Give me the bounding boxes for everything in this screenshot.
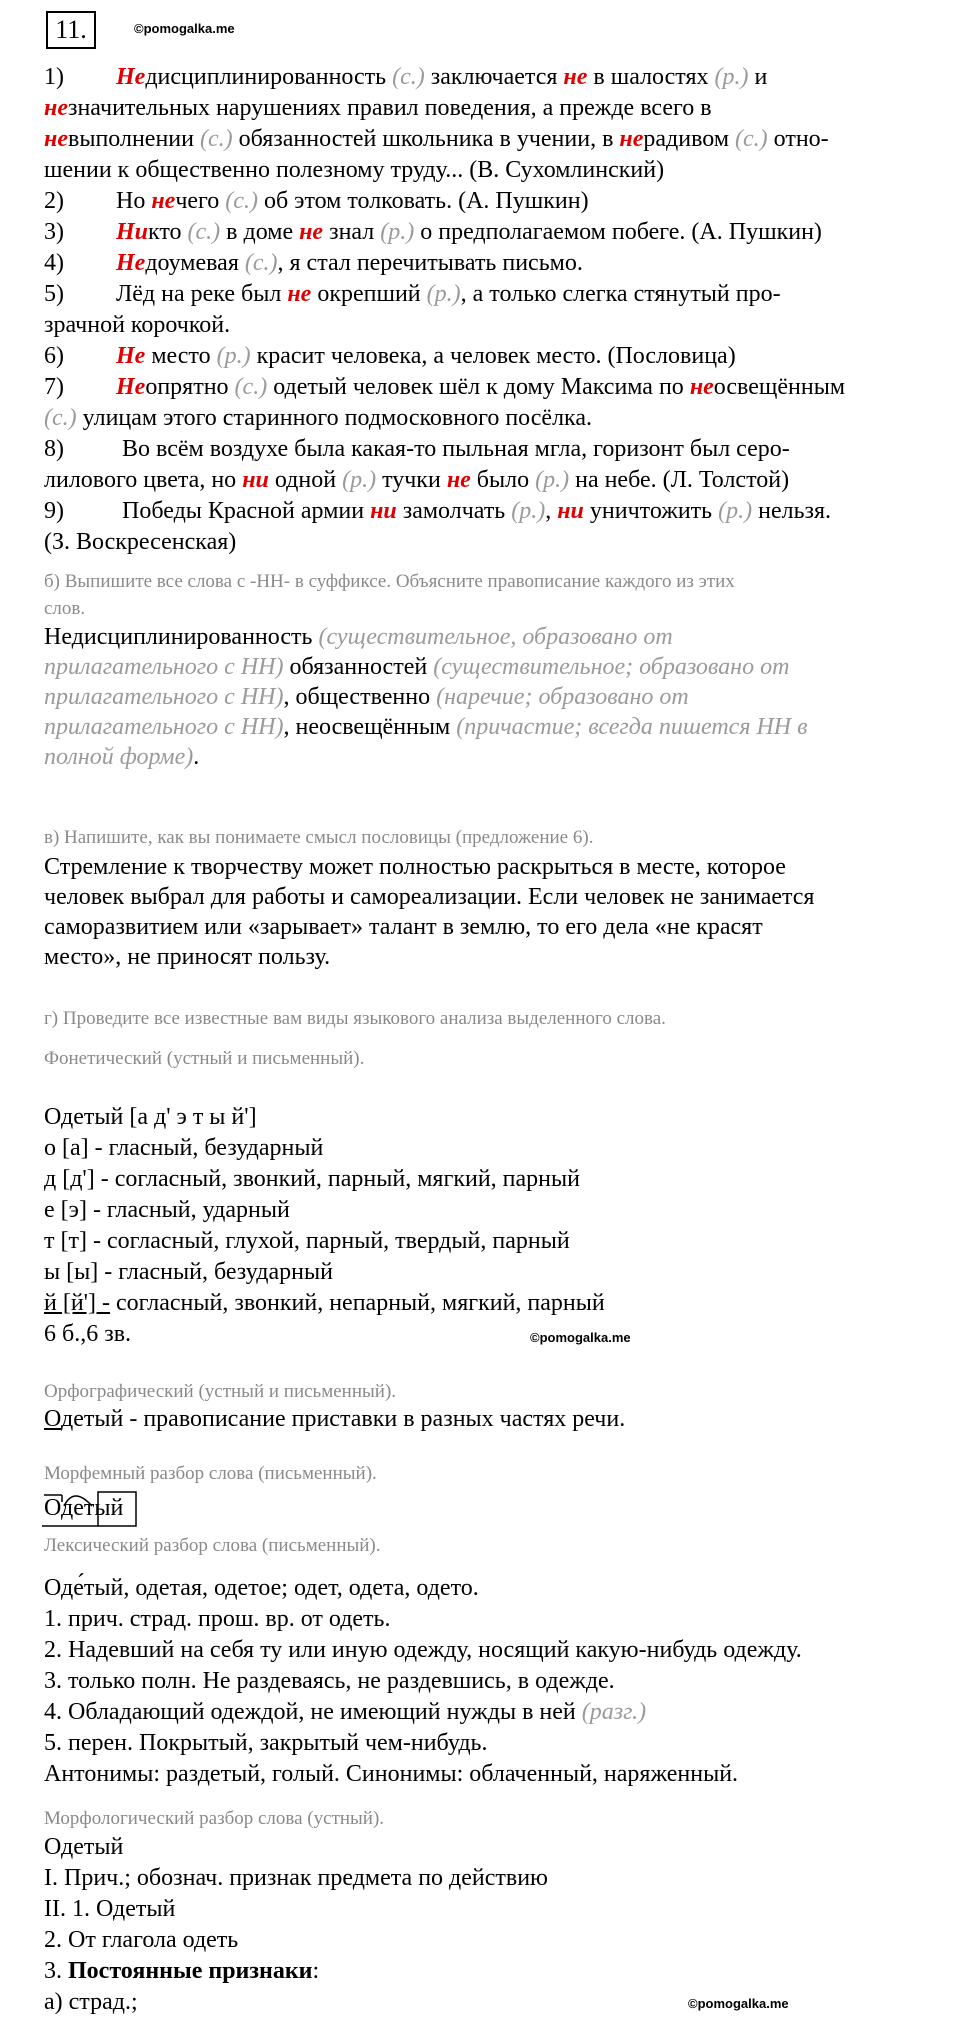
sentence-text: тучки (376, 467, 447, 493)
particle-highlight: не (44, 95, 68, 121)
phonetic-line-3: д [д'] - согласный, звонкий, парный, мягкий, парный (44, 1166, 580, 1192)
task-v-answer-4: место», не приносят пользу. (44, 944, 331, 970)
particle-highlight: Не (116, 343, 146, 369)
explanation-note: полной форме) (44, 744, 194, 770)
answer-word: , неосвещённым (283, 714, 457, 740)
task-g-question: г) Проведите все известные вам виды языкового анализа выделенного слова. (44, 1008, 666, 1029)
lexical-line-2: 1. прич. страд. прош. вр. от одеть. (44, 1606, 391, 1632)
morphemic-heading: Морфемный разбор слова (письменный). (44, 1463, 377, 1484)
orthographic-heading: Орфографический (устный и письменный). (44, 1381, 397, 1402)
phonetic-line-7-prefix: й [й'] - (44, 1290, 110, 1316)
sentence-8-line-2 (44, 465, 789, 495)
sentence-text: место (145, 343, 217, 369)
lexical-line-3: 2. Надевший на себя ту или иную одежду, носящий какую-нибудь одежду. (44, 1637, 802, 1663)
phonetic-summary: 6 б.,6 зв. (44, 1321, 132, 1347)
sentence-5-line-2 (44, 310, 230, 340)
sentence-text: чего (175, 188, 226, 214)
sentence-number: 2) (44, 188, 64, 214)
orthographic-line (44, 1404, 625, 1434)
part-of-speech-note: (р.) (216, 343, 251, 369)
particle-highlight: не (151, 188, 176, 214)
part-of-speech-note: (с.) (187, 219, 221, 245)
particle-highlight: не (287, 281, 312, 307)
task-b-answer-line-3 (44, 682, 689, 712)
lexical-line-1: Оде́тый, одетая, одетое; одет, одета, одето. (44, 1575, 479, 1601)
sentence-text: , (545, 498, 558, 524)
sentence-text: уничтожить (583, 498, 719, 524)
part-of-speech-note: (с.) (392, 64, 425, 90)
sentence-4-line-1 (44, 248, 583, 278)
root-arc (64, 1496, 92, 1506)
morphological-line-5 (44, 1956, 319, 1986)
part-of-speech-note: (с.) (234, 374, 268, 400)
morphological-line-2: I. Прич.; обознач. признак предмета по действию (44, 1865, 548, 1891)
sentence-text: в шалостях (587, 64, 715, 90)
part-of-speech-note: (р.) (342, 467, 377, 493)
phonetic-heading: Фонетический (устный и письменный). (44, 1048, 365, 1069)
sentence-number: 4) (44, 250, 64, 276)
particle-highlight: не (689, 374, 714, 400)
morphological-line-5-bold: Постоянные признаки (68, 1958, 313, 1984)
watermark-middle: ©pomogalka.me (530, 1330, 631, 1345)
particle-highlight: ни (370, 498, 397, 524)
morphological-line-5-num: 3. (44, 1958, 68, 1984)
morpheme-marks (40, 1488, 150, 1530)
particle-highlight: не (299, 219, 324, 245)
watermark-bottom: ©pomogalka.me (688, 1996, 789, 2011)
part-of-speech-note: (с.) (225, 188, 258, 214)
part-of-speech-note: (р.) (535, 467, 570, 493)
sentence-number: 6) (44, 343, 64, 369)
particle-highlight: не (446, 467, 471, 493)
particle-highlight: не (619, 126, 644, 152)
lexical-heading: Лексический разбор слова (письменный). (44, 1535, 381, 1556)
sentence-text: Во всём воздухе была какая-то пыльная мгла, горизонт был серо- (116, 436, 790, 462)
sentence-number: 8) (44, 436, 64, 462)
sentence-text: Победы Красной армии (116, 498, 371, 524)
sentence-text: о предполагаемом побеге. (А. Пушкин) (414, 219, 822, 245)
sentence-number: 7) (44, 374, 64, 400)
sentence-text: , я стал перечитывать письмо. (277, 250, 583, 276)
explanation-note: (существительное; образовано от (433, 654, 790, 680)
particle-highlight: Не (116, 374, 146, 400)
sentence-text: об этом толковать. (А. Пушкин) (257, 188, 589, 214)
sentence-text: окрепший (311, 281, 427, 307)
sentence-text: заключается (424, 64, 564, 90)
sentence-1-line-3 (44, 124, 829, 154)
part-of-speech-note: (с.) (199, 126, 233, 152)
explanation-note: (наречие; образовано от (436, 684, 689, 710)
sentence-8-line-1 (44, 434, 790, 464)
sentence-9-line-1 (44, 496, 831, 526)
task-v-question: в) Напишите, как вы понимаете смысл пословицы (предложение 6). (44, 827, 594, 848)
lexical-line-6: 5. перен. Покрытый, закрытый чем-нибудь. (44, 1730, 488, 1756)
particle-highlight: Не (116, 64, 146, 90)
sentence-text: в доме (220, 219, 300, 245)
answer-word: , общественно (283, 684, 437, 710)
particle-highlight: ни (557, 498, 584, 524)
sentence-7-line-1 (44, 372, 845, 402)
sentence-text: кто (148, 219, 188, 245)
watermark-top: ©pomogalka.me (134, 21, 235, 36)
sentence-text: Но (116, 188, 152, 214)
sentence-5-line-1 (44, 279, 781, 309)
part-of-speech-note: (р.) (714, 64, 749, 90)
sentence-1-line-4 (44, 155, 664, 185)
sentence-text: шении к общественно полезному труду... (В. Сухомлинский) (44, 157, 665, 183)
particle-highlight: Не (116, 250, 146, 276)
sentence-text: нельзя. (752, 498, 832, 524)
sentence-6-line-1 (44, 341, 736, 371)
sentence-1-line-1 (44, 62, 767, 92)
phonetic-line-7-rest: согласный, звонкий, непарный, мягкий, парный (110, 1290, 605, 1316)
sentence-number: 3) (44, 219, 64, 245)
sentence-text: опрятно (145, 374, 235, 400)
lexical-line-7: Антонимы: раздетый, голый. Синонимы: облаченный, наряженный. (44, 1761, 739, 1787)
exercise-number: 11. (46, 11, 96, 49)
particle-highlight: ни (242, 467, 269, 493)
sentence-text: , а только слегка стянутый про- (460, 281, 781, 307)
sentence-text: радивом (643, 126, 736, 152)
sentence-text: на небе. (Л. Толстой) (569, 467, 790, 493)
task-b-question-1: б) Выпишите все слова с -НН- в суффиксе. Объясните правописание каждого из этих (44, 571, 735, 592)
sentence-text: знал (323, 219, 381, 245)
lexical-line-5-note: (разг.) (581, 1699, 647, 1725)
phonetic-line-7 (44, 1288, 605, 1318)
sentence-number: 9) (44, 498, 64, 524)
part-of-speech-note: (р.) (380, 219, 415, 245)
part-of-speech-note: (р.) (426, 281, 461, 307)
phonetic-line-2: о [а] - гласный, безударный (44, 1135, 324, 1161)
part-of-speech-note: (с.) (735, 126, 768, 152)
morphological-line-1: Одетый (44, 1834, 124, 1860)
part-of-speech-note: (р.) (718, 498, 753, 524)
answer-word: Недисциплинированность (44, 624, 319, 650)
morphological-heading: Морфологический разбор слова (устный). (44, 1808, 385, 1829)
sentence-text: отно- (767, 126, 829, 152)
part-of-speech-note: (р.) (511, 498, 546, 524)
sentence-text: зрачной корочкой. (44, 312, 231, 338)
particle-highlight: не (44, 126, 68, 152)
sentence-text: замолчать (396, 498, 512, 524)
lexical-line-5-main: 4. Обладающий одеждой, не имеющий нужды в ней (44, 1699, 582, 1725)
sentence-text: Лёд на реке был (116, 281, 288, 307)
orthographic-first-letter: О (44, 1406, 62, 1432)
phonetic-line-1: Одетый [а д' э т ы й'] (44, 1104, 257, 1130)
sentence-text: выполнении (67, 126, 200, 152)
phonetic-line-4: е [э] - гласный, ударный (44, 1197, 290, 1223)
task-b-answer-line-2 (44, 652, 789, 682)
phonetic-line-5: т [т] - согласный, глухой, парный, твердый, парный (44, 1228, 570, 1254)
task-v-answer-1: Стремление к творчеству может полностью раскрыться в месте, которое (44, 854, 786, 880)
explanation-note: прилагательного с НН) (44, 654, 284, 680)
part-of-speech-note: (с.) (244, 250, 278, 276)
explanation-note: прилагательного с НН) (44, 714, 284, 740)
morphological-line-6: а) страд.; (44, 1989, 138, 2015)
sentence-9-line-2 (44, 527, 236, 557)
task-b-answer-line-5 (44, 742, 199, 772)
morphological-line-3: II. 1. Одетый (44, 1896, 176, 1922)
task-v-answer-2: человек выбрал для работы и самореализации. Если человек не занимается (44, 884, 815, 910)
task-b-answer-line-1 (44, 622, 673, 652)
explanation-note: (причастие; всегда пишется НН в (456, 714, 808, 740)
sentence-text: доумевая (145, 250, 245, 276)
sentence-text: дисциплинированность (145, 64, 393, 90)
lexical-line-5 (44, 1697, 646, 1727)
explanation-note: прилагательного с НН) (44, 684, 284, 710)
sentence-text: одной (268, 467, 343, 493)
sentence-text: улицам этого старинного подмосковного посёлка. (76, 405, 593, 431)
sentence-number: 1) (44, 64, 64, 90)
sentence-text: одетый человек шёл к дому Максима по (267, 374, 690, 400)
sentence-text: значительных нарушениях правил поведения, а прежде всего в (67, 95, 712, 121)
sentence-2-line-1 (44, 186, 589, 216)
sentence-1-line-2 (44, 93, 712, 123)
morphological-line-5-tail: : (312, 1958, 320, 1984)
answer-word: обязанностей (283, 654, 434, 680)
morphological-line-4: 2. От глагола одеть (44, 1927, 239, 1953)
sentence-number: 5) (44, 281, 64, 307)
ending-box (98, 1492, 136, 1526)
sentence-text: лилового цвета, но (44, 467, 243, 493)
morphemic-word: Одетый (44, 1495, 124, 1521)
sentence-7-line-2 (44, 403, 592, 433)
sentence-text: (З. Воскресенская) (44, 529, 237, 555)
orthographic-rest: детый - правописание приставки в разных частях речи. (61, 1406, 626, 1432)
task-b-answer-line-4 (44, 712, 808, 742)
sentence-text: и (748, 64, 768, 90)
part-of-speech-note: (с.) (44, 405, 77, 431)
phonetic-line-6: ы [ы] - гласный, безударный (44, 1259, 333, 1285)
particle-highlight: не (563, 64, 588, 90)
task-b-question-2: слов. (44, 598, 86, 619)
answer-word: . (193, 744, 200, 770)
sentence-3-line-1 (44, 217, 822, 247)
explanation-note: (существительное, образовано от (318, 624, 673, 650)
sentence-text: красит человека, а человек место. (Пословица) (250, 343, 736, 369)
sentence-text: освещённым (713, 374, 846, 400)
task-v-answer-3: саморазвитием или «зарывает» талант в землю, то его дела «не красят (44, 914, 763, 940)
sentence-text: обязанностей школьника в учении, в (232, 126, 620, 152)
lexical-line-4: 3. только полн. Не раздеваясь, не раздевшись, в одежде. (44, 1668, 615, 1694)
sentence-text: было (470, 467, 536, 493)
particle-highlight: Ни (116, 219, 149, 245)
